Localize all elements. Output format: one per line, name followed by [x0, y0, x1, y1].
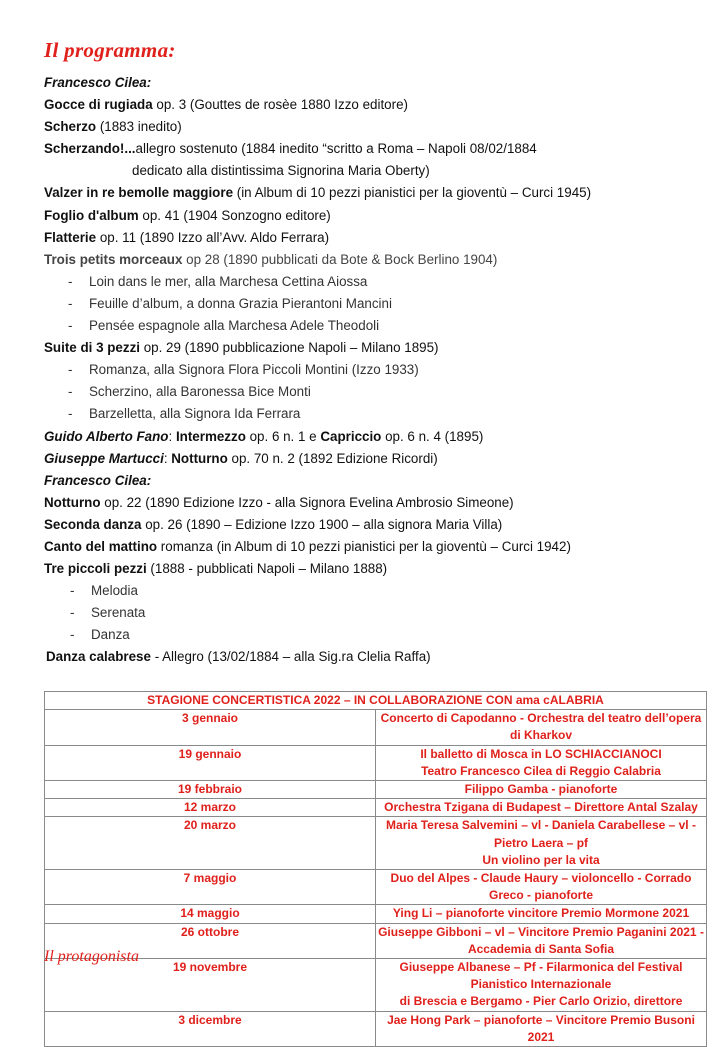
- composer-name: Francesco Cilea:: [44, 472, 152, 488]
- page-heading: Il programma:: [44, 38, 176, 62]
- season-row: [45, 870, 707, 905]
- movement-text: Scherzino, alla Baronessa Bice Monti: [89, 384, 311, 400]
- movement-text: Melodia: [91, 583, 138, 599]
- piece-details: op. 6 n. 1 e: [245, 428, 321, 444]
- piece-line: [44, 646, 704, 668]
- piece-line: [44, 514, 704, 536]
- dash-bullet: -: [68, 318, 73, 334]
- movement-item: [44, 602, 704, 624]
- piece-title: Notturno: [171, 450, 228, 466]
- piece-title: Suite di 3 pezzi: [44, 340, 140, 356]
- piece-details: romanza (in Album di 10 pezzi pianistici per la gioventù – Curci 1942): [157, 538, 571, 554]
- movement-text: Romanza, alla Signora Flora Piccoli Montini (Izzo 1933): [89, 362, 419, 378]
- season-event: [376, 745, 707, 780]
- piece-line: [44, 448, 704, 470]
- season-event-line: Teatro Francesco Cilea di Reggio Calabria: [421, 763, 661, 778]
- season-row: [45, 781, 707, 799]
- season-date: 14 maggio: [45, 905, 376, 923]
- season-event-line: Un violino per la vita: [482, 852, 600, 867]
- season-date: 19 novembre: [45, 959, 376, 1012]
- movement-text: Serenata: [91, 605, 146, 621]
- season-date: 3 gennaio: [45, 710, 376, 745]
- season-table-header-row: [45, 692, 707, 710]
- piece-details: :: [163, 450, 172, 466]
- piece-line: [44, 227, 704, 249]
- piece-title: Intermezzo: [175, 428, 246, 444]
- dash-bullet: -: [70, 627, 75, 643]
- dash-bullet: -: [70, 605, 75, 621]
- season-event: [376, 923, 707, 958]
- piece-line: [44, 94, 704, 116]
- season-event: [376, 1011, 707, 1046]
- piece-details: allegro sostenuto (1884 inedito “scritto a Roma – Napoli 08/02/1884: [135, 141, 537, 157]
- movement-text: Barzelletta, alla Signora Ida Ferrara: [89, 406, 301, 422]
- piece-details: op. 29 (1890 pubblicazione Napoli – Milano 1895): [139, 340, 439, 356]
- movement-item: [44, 293, 704, 315]
- season-event: [376, 870, 707, 905]
- season-event-line: Jae Hong Park – pianoforte – Vincitore Premio Busoni 2021: [387, 1012, 695, 1044]
- piece-title: Scherzo: [44, 119, 97, 135]
- piece-line: [44, 205, 704, 227]
- piece-details: op. 6 n. 4 (1895): [381, 428, 484, 444]
- piece-title: Flatterie: [44, 229, 97, 245]
- program-list: [44, 72, 704, 669]
- season-row: [45, 1011, 707, 1046]
- piece-details: op. 41 (1904 Sonzogno editore): [138, 207, 331, 223]
- movement-item: [44, 580, 704, 602]
- season-event: [376, 905, 707, 923]
- season-row: [45, 799, 707, 817]
- movement-text: Danza: [91, 627, 130, 643]
- piece-title: Scherzando!...: [44, 141, 136, 157]
- program-line: dedicato alla distintissima Signorina Maria Oberty): [132, 163, 430, 179]
- season-date: 12 marzo: [45, 799, 376, 817]
- piece-details: op. 70 n. 2 (1892 Edizione Ricordi): [227, 450, 438, 466]
- season-event-line: Filippo Gamba - pianoforte: [464, 782, 618, 797]
- piece-line: [44, 337, 704, 359]
- dash-bullet: -: [68, 273, 73, 289]
- movement-text: Pensée espagnole alla Marchesa Adele Theodoli: [89, 318, 380, 334]
- piece-title: Danza calabrese: [46, 649, 151, 665]
- piece-title: Gocce di rugiada: [44, 97, 153, 113]
- piece-line: [44, 426, 704, 448]
- piece-details: - Allegro (13/02/1884 – alla Sig.ra Clelia Raffa): [150, 649, 431, 665]
- season-event-line: Orchestra Tzigana di Budapest – Direttore Antal Szalay: [384, 800, 698, 815]
- season-row: [45, 905, 707, 923]
- piece-title: Tre piccoli pezzi: [44, 561, 147, 577]
- piece-title: Valzer in re bemolle maggiore: [44, 185, 234, 201]
- piece-details: (1888 - pubblicati Napoli – Milano 1888): [146, 561, 388, 577]
- dash-bullet: -: [68, 295, 73, 311]
- piece-line: [44, 558, 704, 580]
- season-table-body: [45, 710, 707, 1047]
- piece-title: Foglio d'album: [44, 207, 139, 223]
- season-row: [45, 959, 707, 1012]
- season-date: 7 maggio: [45, 870, 376, 905]
- season-event-line: Giuseppe Albanese – Pf - Filarmonica del Festival Pianistico Internazionale: [399, 960, 683, 992]
- piece-title: Notturno: [44, 494, 101, 510]
- movement-item: [44, 359, 704, 381]
- season-row: [45, 710, 707, 745]
- season-row: [45, 745, 707, 780]
- piece-line: [44, 182, 704, 204]
- piece-title: Seconda danza: [44, 516, 142, 532]
- dash-bullet: -: [68, 362, 73, 378]
- piece-details: op 28 (1890 pubblicati da Bote & Bock Berlino 1904): [182, 251, 498, 267]
- dash-bullet: -: [68, 384, 73, 400]
- season-event-line: Ying Li – pianoforte vincitore Premio Mormone 2021: [392, 906, 690, 921]
- season-date: 19 gennaio: [45, 745, 376, 780]
- piece-details: (1883 inedito): [96, 119, 182, 135]
- piece-details: op. 11 (1890 Izzo all’Avv. Aldo Ferrara): [96, 229, 330, 245]
- season-date: 26 ottobre: [45, 923, 376, 958]
- season-event-line: Giuseppe Gibboni – vl – Vincitore Premio Paganini 2021 - Accademia di Santa Sofia: [378, 924, 704, 956]
- season-event-line: Maria Teresa Salvemini – vl - Daniela Carabellese – vl - Pietro Laera – pf: [386, 818, 696, 850]
- season-event: [376, 959, 707, 1012]
- season-event-line: Concerto di Capodanno - Orchestra del teatro dell’opera di Kharkov: [380, 711, 702, 743]
- piece-line: [44, 116, 704, 138]
- piece-line: [44, 492, 704, 514]
- movement-item: [44, 624, 704, 646]
- dash-bullet: -: [70, 583, 75, 599]
- season-date: 20 marzo: [45, 817, 376, 870]
- season-table-header: STAGIONE CONCERTISTICA 2022 – IN COLLABORAZIONE CON ama cALABRIA: [45, 692, 707, 710]
- composer-name: Francesco Cilea:: [44, 75, 152, 90]
- piece-details: :: [168, 428, 176, 444]
- season-event: [376, 781, 707, 799]
- composer-name: Guido Alberto Fano: [44, 428, 169, 444]
- piece-line: [44, 536, 704, 558]
- piece-title: Canto del mattino: [44, 538, 158, 554]
- piece-title: Capriccio: [320, 428, 382, 444]
- season-event: [376, 710, 707, 745]
- season-event: [376, 799, 707, 817]
- movement-item: [44, 403, 704, 425]
- movement-text: Loin dans le mer, alla Marchesa Cettina Aiossa: [89, 273, 368, 289]
- piece-details: op. 3 (Gouttes de rosèe 1880 Izzo editore): [152, 97, 408, 113]
- movement-item: [44, 315, 704, 337]
- piece-details: op. 22 (1890 Edizione Izzo - alla Signora Evelina Ambrosio Simeone): [100, 494, 514, 510]
- piece-details: op. 26 (1890 – Edizione Izzo 1900 – alla signora Maria Villa): [141, 516, 503, 532]
- movement-text: Feuille d’album, a donna Grazia Pierantoni Mancini: [89, 295, 392, 311]
- season-date: 3 dicembre: [45, 1011, 376, 1046]
- season-event-line: Duo del Alpes - Claude Haury – violoncello - Corrado Greco - pianoforte: [390, 871, 692, 903]
- season-event: [376, 817, 707, 870]
- season-event-line: Il balletto di Mosca in LO SCHIACCIANOCI: [420, 746, 662, 761]
- season-date: 19 febbraio: [45, 781, 376, 799]
- dash-bullet: -: [68, 406, 73, 422]
- season-row: [45, 817, 707, 870]
- footer-heading: Il protagonista: [44, 948, 139, 965]
- movement-item: [44, 271, 704, 293]
- movement-item: [44, 381, 704, 403]
- composer-name: Giuseppe Martucci: [44, 450, 164, 466]
- piece-line: [44, 138, 704, 160]
- season-row: [45, 923, 707, 958]
- season-event-line: di Brescia e Bergamo - Pier Carlo Orizio, direttore: [399, 994, 683, 1009]
- season-table: [44, 691, 707, 1047]
- piece-title: Trois petits morceaux: [44, 251, 183, 267]
- piece-line: [44, 249, 704, 271]
- piece-details: (in Album di 10 pezzi pianistici per la gioventù – Curci 1945): [233, 185, 592, 201]
